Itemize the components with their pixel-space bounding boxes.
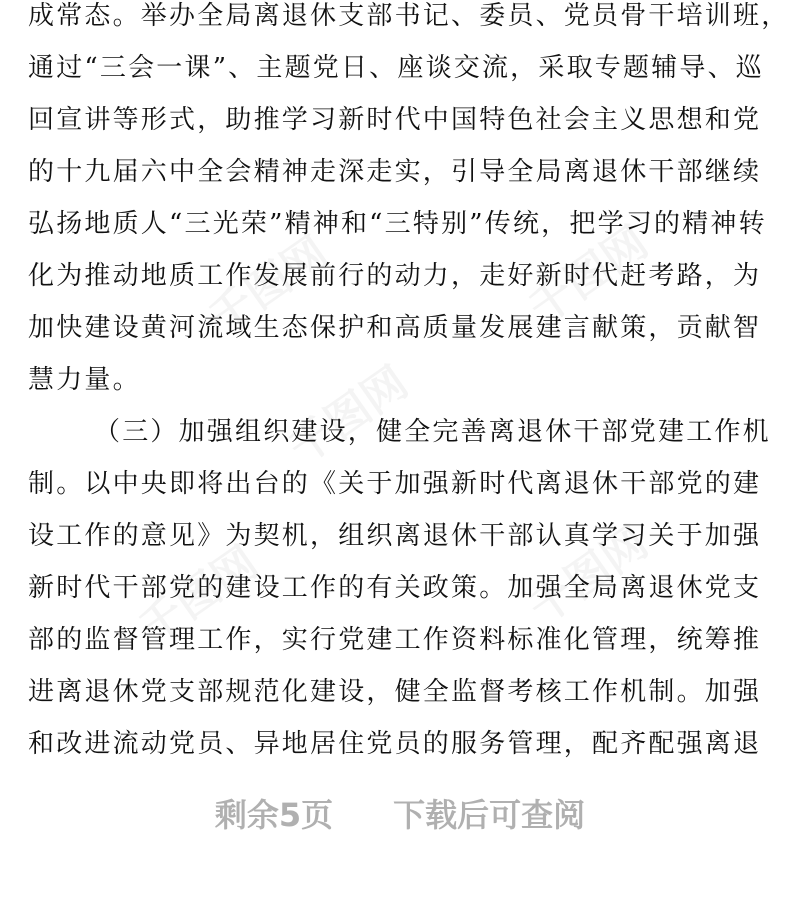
watermark-1: 千图网: [199, 226, 338, 345]
watermark-2: 千图网: [519, 216, 658, 335]
section-heading-line: （三）加强组织建设，健全完善离退休干部党建工作机: [94, 417, 771, 447]
text-line: 加快建设黄河流域生态保护和高质量发展建言献策，贡献智: [28, 313, 762, 343]
text-line: 化为推动地质工作发展前行的动力，走好新时代赶考路，为: [28, 261, 762, 291]
text-line: 新时代干部党的建设工作的有关政策。加强全局离退休党支: [28, 573, 762, 603]
watermark-4: 千图网: [129, 536, 268, 655]
text-line: 的十九届六中全会精神走深走实，引导全局离退休干部继续: [28, 157, 762, 187]
remaining-pages-label: 剩余5页: [214, 796, 334, 834]
watermark-5: 千图网: [519, 516, 658, 635]
text-line: 部的监督管理工作，实行党建工作资料标准化管理，统筹推: [28, 625, 762, 655]
document-body: [28, 0, 790, 770]
text-line: 和改进流动党员、异地居住党员的服务管理，配齐配强离退: [28, 729, 762, 759]
watermark-3: 千图网: [279, 356, 418, 475]
text-line: 进离退休党支部规范化建设，健全监督考核工作机制。加强: [28, 677, 762, 707]
text-line: 设工作的意见》为契机，组织离退休干部认真学习关于加强: [28, 521, 762, 551]
text-line: 成常态。举办全局离退休支部书记、委员、党员骨干培训班，: [28, 1, 790, 31]
text-line: 慧力量。: [28, 365, 141, 395]
text-line: 通过“三会一课”、主题党日、座谈交流，采取专题辅导、巡: [28, 53, 764, 83]
text-line: 制。以中央即将出台的《关于加强新时代离退休干部党的建: [28, 469, 762, 499]
text-line: 回宣讲等形式，助推学习新时代中国特色社会主义思想和党: [28, 105, 762, 135]
download-hint-label: 下载后可查阅: [393, 796, 586, 834]
download-prompt[interactable]: [0, 790, 800, 836]
text-line: 弘扬地质人“三光荣”精神和“三特别”传统，把学习的精神转: [28, 209, 767, 239]
